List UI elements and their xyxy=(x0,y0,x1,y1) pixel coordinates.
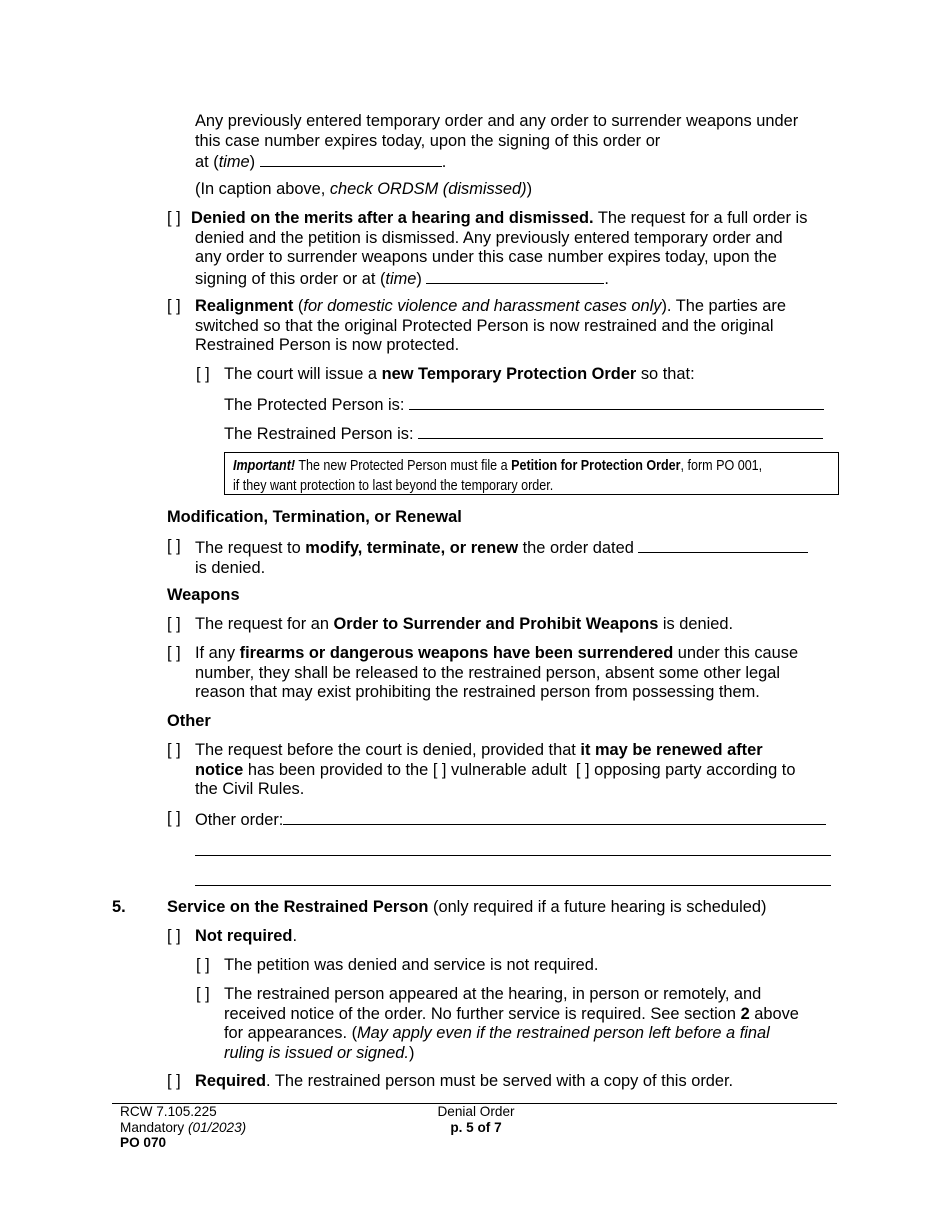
weapons-release-checkbox[interactable]: [ ] xyxy=(167,644,181,662)
petition-denied-checkbox[interactable]: [ ] xyxy=(196,956,210,974)
realignment-line-3: Restrained Person is now protected. xyxy=(195,336,460,355)
petition-denied-text: The petition was denied and service is not required. xyxy=(224,956,599,974)
weapons-item1-bold: Order to Surrender and Prohibit Weapons xyxy=(333,615,659,633)
other-item1-prefix: The request before the court is denied, provided that xyxy=(195,741,581,759)
modification-suffix: the order dated xyxy=(518,539,634,557)
realignment-scope: for domestic violence and harassment cases only xyxy=(303,297,662,315)
dismissed-expiry-paragraph xyxy=(195,112,845,173)
important-note-box xyxy=(224,452,839,495)
modification-option xyxy=(167,537,847,578)
new-order-checkbox[interactable]: [ ] xyxy=(196,365,210,383)
realignment-text: ). The parties are xyxy=(661,297,786,315)
appeared-line-3-italic: May apply even if the restrained person left before a final xyxy=(357,1024,770,1043)
other-order-line-2[interactable] xyxy=(195,855,831,856)
denied-merits-option xyxy=(167,209,847,289)
other-heading: Other xyxy=(167,712,211,730)
other-item1-line-1 xyxy=(195,741,847,761)
important-line-1 xyxy=(233,456,763,476)
weapons-item2-line-3: reason that may exist prohibiting the restrained person from possessing them. xyxy=(195,683,760,702)
modification-bold: modify, terminate, or renew xyxy=(305,539,519,557)
weapons-item1-suffix: is denied. xyxy=(658,615,734,633)
footer-date: (01/2023) xyxy=(188,1119,247,1135)
weapons-heading: Weapons xyxy=(167,586,240,604)
other-order-label: Other order: xyxy=(195,811,284,829)
other-item1-line-2 xyxy=(195,761,847,781)
weapons-option-1 xyxy=(167,615,847,635)
other-order-field[interactable] xyxy=(283,809,826,825)
restrained-person-row xyxy=(224,423,834,445)
not-required-checkbox[interactable]: [ ] xyxy=(167,927,181,945)
appeared-line-4 xyxy=(224,1044,846,1064)
section-5-title: Service on the Restrained Person xyxy=(167,898,429,916)
paren-open: ( xyxy=(293,297,304,315)
weapons-item2-suffix: under this cause xyxy=(673,644,799,662)
denied-merits-line-1 xyxy=(191,209,847,229)
time-blank-field[interactable] xyxy=(426,268,604,284)
notice-bold: notice xyxy=(195,760,244,779)
restrained-person-field[interactable] xyxy=(418,423,823,439)
caption-suffix: ) xyxy=(526,180,533,198)
weapons-denied-checkbox[interactable]: [ ] xyxy=(167,615,181,633)
appeared-line-4-italic: ruling is issued or signed. xyxy=(224,1043,409,1062)
petition-denied-option xyxy=(196,956,846,976)
denied-merits-line-4 xyxy=(191,268,847,290)
period: . xyxy=(604,269,609,288)
footer-rcw: RCW 7.105.225 xyxy=(120,1104,217,1119)
section-5-number: 5. xyxy=(112,898,126,916)
other-item1-line2-text: has been provided to the [ ] vulnerable adult [ ] opposing party according to xyxy=(243,760,796,779)
footer-center xyxy=(400,1104,552,1135)
other-item1-line-3: the Civil Rules. xyxy=(195,780,305,799)
new-order-prefix: The court will issue a xyxy=(224,365,382,383)
appeared-line-1: The restrained person appeared at the hearing, in person or remotely, and xyxy=(224,985,762,1003)
modification-line-1 xyxy=(195,537,847,559)
denied-merits-title: Denied on the merits after a hearing and dismissed. xyxy=(191,209,594,227)
caption-instruction xyxy=(195,180,532,200)
protected-person-row xyxy=(224,394,834,416)
footer-mandatory: Mandatory xyxy=(120,1119,189,1135)
important-label: Important! xyxy=(233,458,296,474)
required-label: Required xyxy=(195,1072,267,1090)
modification-checkbox[interactable]: [ ] xyxy=(167,537,181,555)
weapons-item2-line-2: number, they shall be released to the restrained person, absent some other legal xyxy=(195,663,780,682)
signing-prefix: signing of this order or at ( xyxy=(195,269,386,288)
denied-merits-text: The request for a full order is xyxy=(593,209,808,227)
time-label: time xyxy=(385,269,417,288)
paren-close: ) xyxy=(416,269,422,288)
service-required-option xyxy=(167,1072,847,1092)
appeared-line-2-suffix: above xyxy=(749,1004,799,1023)
other-option-1 xyxy=(167,741,847,800)
not-required-option xyxy=(167,927,847,947)
restrained-person-label: The Restrained Person is: xyxy=(224,425,414,443)
time-blank-field[interactable] xyxy=(260,151,442,167)
important-text: The new Protected Person must file a xyxy=(295,458,512,474)
footer-form-number: PO 070 xyxy=(120,1135,167,1151)
weapons-item1-prefix: The request for an xyxy=(195,615,334,633)
denied-merits-line-2: denied and the petition is dismissed. Any previously entered temporary order and xyxy=(195,228,783,247)
realignment-line-2: switched so that the original Protected Person is now restrained and the original xyxy=(195,316,774,335)
caption-check: check ORDSM (dismissed) xyxy=(329,180,527,198)
other-item1-bold: it may be renewed after xyxy=(580,741,763,759)
required-checkbox[interactable]: [ ] xyxy=(167,1072,181,1090)
paren-close: ) xyxy=(408,1043,415,1062)
footer-title: Denial Order xyxy=(437,1104,515,1119)
appeared-line-3-prefix: for appearances. ( xyxy=(224,1024,358,1043)
denied-merits-line-3: any order to surrender weapons under this case number expires today, upon the xyxy=(195,248,777,267)
realignment-checkbox[interactable]: [ ] xyxy=(167,297,181,315)
other-order-checkbox[interactable]: [ ] xyxy=(167,809,181,827)
realignment-title: Realignment xyxy=(195,297,294,315)
modification-prefix: The request to xyxy=(195,539,306,557)
appeared-checkbox[interactable]: [ ] xyxy=(196,985,210,1003)
footer-left xyxy=(120,1104,246,1151)
new-order-title: new Temporary Protection Order xyxy=(381,365,637,383)
protected-person-field[interactable] xyxy=(409,394,824,410)
not-required-label: Not required xyxy=(195,927,293,945)
important-line-2: if they want protection to last beyond the temporary order. xyxy=(233,478,554,494)
weapons-item2-bold: firearms or dangerous weapons have been surrendered xyxy=(239,644,674,662)
weapons-item2-line-1 xyxy=(195,644,847,664)
at-prefix: at ( xyxy=(195,153,219,172)
footer-page-number: p. 5 of 7 xyxy=(450,1119,502,1135)
dismissed-line-2: this case number expires today, upon the signing of this order or xyxy=(195,131,661,150)
other-order-line-3[interactable] xyxy=(195,885,831,886)
footer-mandatory-line xyxy=(120,1120,246,1136)
other-option-2 xyxy=(167,809,847,831)
renew-after-notice-checkbox[interactable]: [ ] xyxy=(167,741,181,759)
period: . xyxy=(441,153,447,172)
modification-heading: Modification, Termination, or Renewal xyxy=(167,508,462,526)
form-number-text: , form PO 001, xyxy=(680,458,763,474)
denied-merits-checkbox[interactable]: [ ] xyxy=(167,209,181,227)
dismissed-line-3 xyxy=(195,151,845,173)
paren-close: ) xyxy=(249,153,256,172)
section-5-heading xyxy=(167,898,847,918)
appeared-line-2-text: received notice of the order. No further service is required. See section xyxy=(224,1004,741,1023)
required-text: . The restrained person must be served with a copy of this order. xyxy=(266,1072,734,1090)
realignment-line-1 xyxy=(195,297,847,317)
section-5-note: (only required if a future hearing is scheduled) xyxy=(428,898,767,916)
protected-person-label: The Protected Person is: xyxy=(224,396,405,414)
new-temporary-order-option xyxy=(196,365,846,385)
weapons-option-2 xyxy=(167,644,847,703)
dismissed-line-1: Any previously entered temporary order and any order to surrender weapons under xyxy=(195,112,799,130)
order-date-field[interactable] xyxy=(638,537,808,553)
appeared-line-3 xyxy=(224,1024,846,1044)
caption-prefix: (In caption above, xyxy=(195,180,330,198)
new-order-suffix: so that: xyxy=(636,365,695,383)
period: . xyxy=(292,927,298,945)
time-label: time xyxy=(218,153,250,172)
appeared-line-2 xyxy=(224,1005,846,1025)
weapons-item2-prefix: If any xyxy=(195,644,240,662)
section-reference: 2 xyxy=(740,1004,750,1023)
realignment-option xyxy=(167,297,847,356)
modification-line-2: is denied. xyxy=(195,558,266,577)
petition-form-name: Petition for Protection Order xyxy=(511,458,681,474)
appeared-at-hearing-option xyxy=(196,985,846,1063)
